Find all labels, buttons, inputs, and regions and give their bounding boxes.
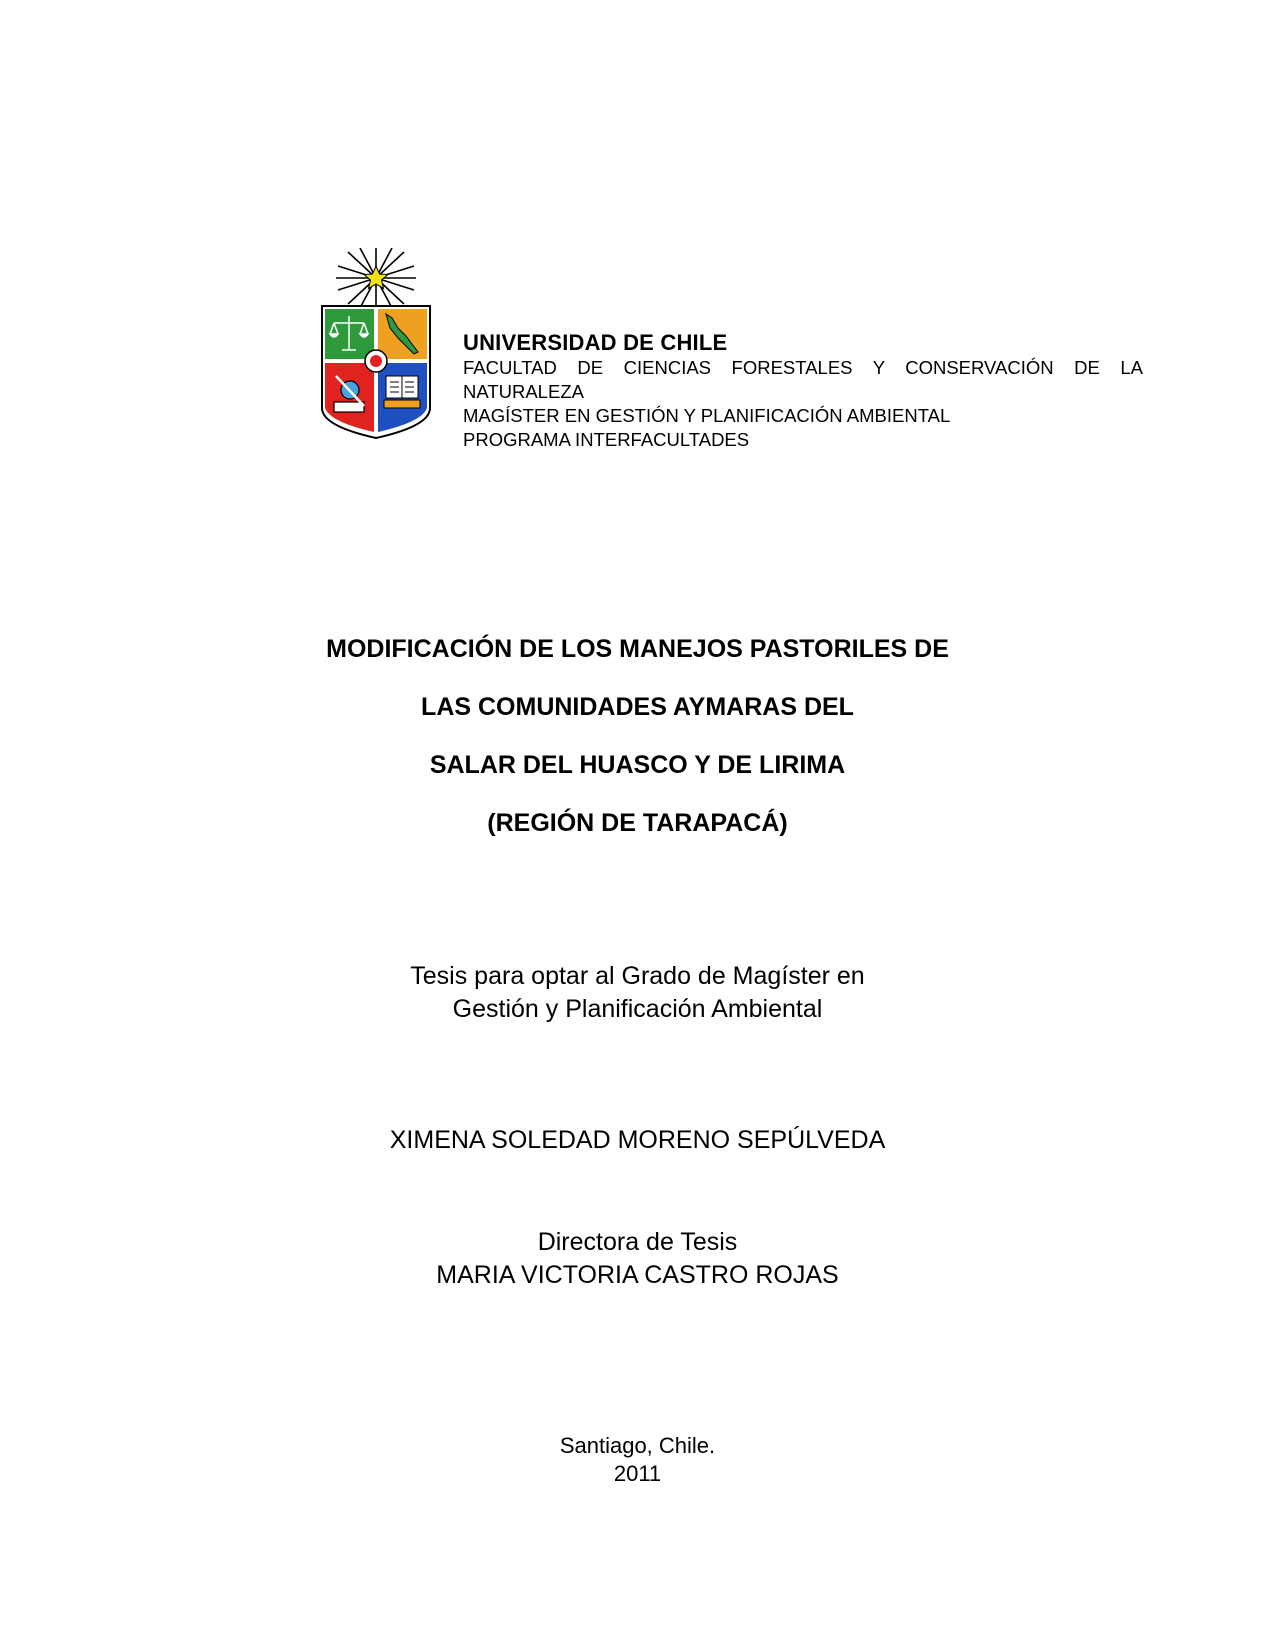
- thesis-director: [0, 1226, 1275, 1292]
- university-crest-logo: [320, 248, 432, 440]
- title-line-2: LAS COMUNIDADES AYMARAS DEL: [421, 693, 854, 721]
- title-line-3: SALAR DEL HUASCO Y DE LIRIMA: [429, 751, 846, 779]
- thesis-title: [0, 620, 1275, 852]
- title-line-1: MODIFICACIÓN DE LOS MANEJOS PASTORILES DE: [326, 635, 949, 663]
- faculty-line-1: FACULTAD DE CIENCIAS FORESTALES Y CONSERVACIÓN DE LA: [463, 357, 1143, 378]
- institution-header: [320, 248, 1150, 448]
- faculty-line-2: NATURALEZA: [463, 381, 584, 402]
- program-type: PROGRAMA INTERFACULTADES: [463, 429, 750, 450]
- degree-line-1: Tesis para optar al Grado de Magíster en: [410, 962, 865, 990]
- degree-statement: [0, 960, 1275, 1026]
- author-name: XIMENA SOLEDAD MORENO SEPÚLVEDA: [389, 1126, 886, 1154]
- institution-text: [463, 330, 1143, 452]
- year: 2011: [613, 1461, 662, 1486]
- place: Santiago, Chile.: [559, 1433, 716, 1458]
- open-book-icon: [384, 376, 420, 408]
- director-label: Directora de Tesis: [537, 1228, 738, 1256]
- director-name: MARIA VICTORIA CASTRO ROJAS: [436, 1261, 839, 1289]
- program-name: MAGÍSTER EN GESTIÓN Y PLANIFICACIÓN AMBIENTAL: [463, 405, 951, 426]
- title-line-4: (REGIÓN DE TARAPACÁ): [487, 809, 788, 837]
- university-name: UNIVERSIDAD DE CHILE: [463, 330, 728, 355]
- place-and-date: [0, 1432, 1275, 1488]
- degree-line-2: Gestión y Planificación Ambiental: [452, 995, 823, 1023]
